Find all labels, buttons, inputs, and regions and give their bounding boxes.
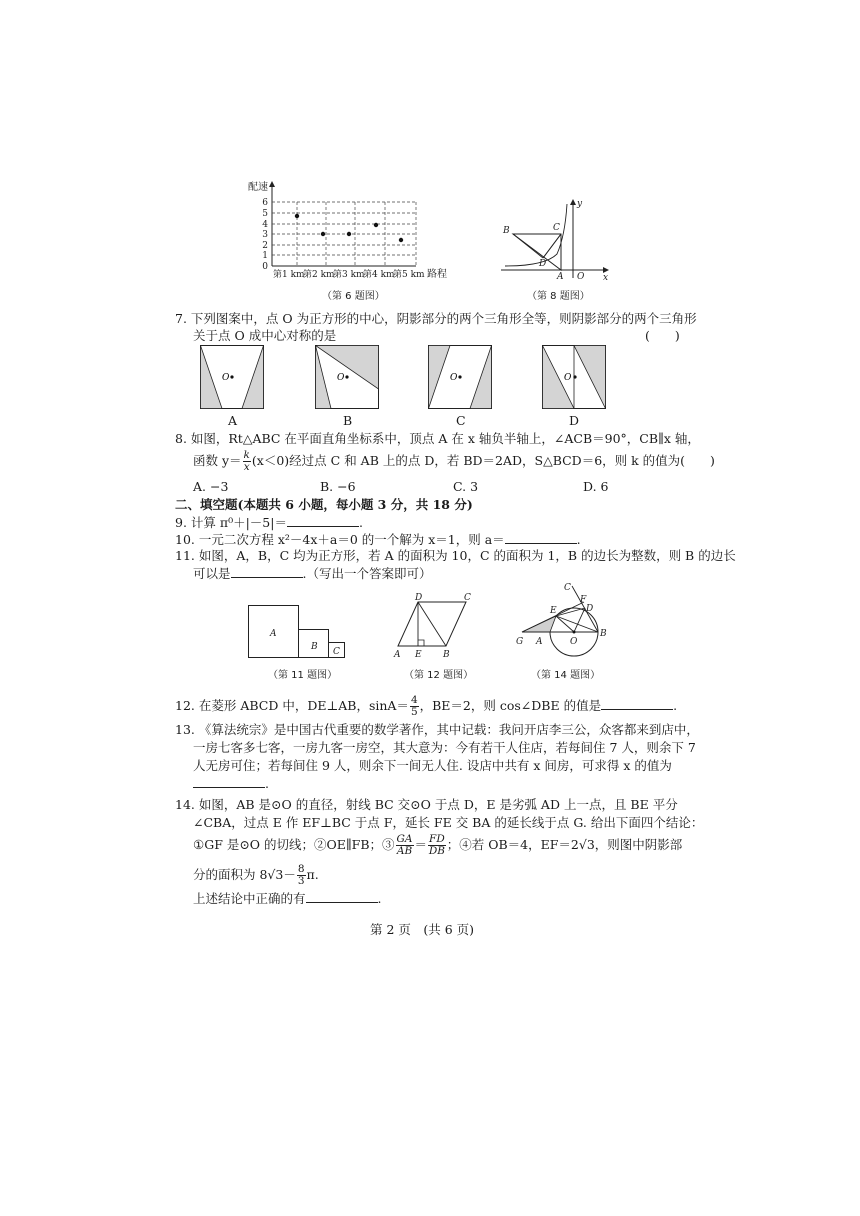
x-tick: 第3 km <box>333 270 365 278</box>
figure-12-diagram <box>388 590 488 662</box>
q8-line2: 函数 y＝ $\frac{k}{x}$ (x＜0)经过点 C 和 AB 上的点 D，若 BD＝2AD，S△BCD＝6，则 k 的值为( ) <box>193 449 715 473</box>
label-B: B <box>443 650 450 660</box>
data-point <box>321 232 325 236</box>
label-D: D <box>539 259 547 269</box>
q7-option-b-figure <box>315 345 379 409</box>
q7-option-d-figure <box>542 345 606 409</box>
label-B: B <box>600 629 607 639</box>
figure-12-caption: （第 12 题图） <box>404 670 474 681</box>
q7-option-a-figure <box>200 345 264 409</box>
label-F: F <box>580 595 587 605</box>
center-label: O <box>564 373 572 383</box>
y-tick: 5 <box>262 209 268 219</box>
figure-14-caption: （第 14 题图） <box>531 670 601 681</box>
q11-line1: 11. 如图，A，B，C 均为正方形，若 A 的面积为 10，C 的面积为 1，B 的边长为整数，则 B 的边长 <box>175 548 736 563</box>
q13-line4: . <box>193 775 269 792</box>
q7-option-b-label: B <box>343 413 353 428</box>
data-point <box>347 232 351 236</box>
label-C: C <box>553 223 560 233</box>
y-tick: 3 <box>262 230 268 240</box>
label-A: A <box>557 272 564 280</box>
figure-14-diagram <box>514 580 614 662</box>
figure-6-chart <box>240 178 460 278</box>
q8-choice-b: B. −6 <box>320 479 356 494</box>
q10: 10. 一元二次方程 x²－4x＋a＝0 的一个解为 x＝1，则 a＝ . <box>175 532 581 547</box>
q7-answer-bracket: ( ) <box>645 328 680 343</box>
label-O: O <box>570 637 578 647</box>
center-label: O <box>337 373 345 383</box>
q14-fraction-fd-db: $\frac{FD}{DB}$ <box>428 833 445 857</box>
label-O: O <box>577 272 585 280</box>
y-tick: 6 <box>262 198 268 208</box>
label-C: C <box>564 583 571 593</box>
data-point <box>399 238 403 242</box>
q14-line3: ①GF 是⊙O 的切线；②OE∥FB；③ $\frac{GA}{AB}$ ＝ $\frac{FD}{DB}$ ；④若 OB＝4，EF＝2√3，则图中阴影部 <box>193 833 683 857</box>
y-tick: 1 <box>262 251 268 261</box>
q14-line1: 14. 如图，AB 是⊙O 的直径，射线 BC 交⊙O 于点 D，E 是劣弧 AD 上一点，且 BE 平分 <box>175 797 678 812</box>
y-tick: 4 <box>262 220 268 230</box>
page-footer: 第 2 页 (共 6 页) <box>370 922 475 937</box>
q7-option-c-figure <box>428 345 492 409</box>
x-axis-label: 路程 <box>427 269 447 278</box>
figure-11-diagram <box>248 605 348 659</box>
q14-line5: 上述结论中正确的有 . <box>193 891 382 906</box>
y-axis-label: 配速 <box>248 182 268 193</box>
q8-choice-c: C. 3 <box>453 479 479 494</box>
q13-line2: 一房七客多七客，一房九客一房空，其大意为：今有若干人住店，若每间住 7 人，则余下 7 <box>193 740 696 755</box>
figure-6-caption: （第 6 题图） <box>322 291 385 302</box>
label-y: y <box>577 199 583 209</box>
q14-line2: ∠CBA，过点 E 作 EF⊥BC 于点 F，延长 FE 交 BA 的延长线于点 G. 给出下面四个结论： <box>193 815 704 830</box>
q7-option-d-label: D <box>569 413 580 428</box>
q9-answer-blank[interactable] <box>287 514 359 527</box>
x-tick: 第5 km <box>393 270 425 278</box>
label-E: E <box>550 606 557 616</box>
q12-fraction: $\frac{4}{5}$ <box>410 694 418 718</box>
q11-answer-blank[interactable] <box>231 565 303 578</box>
q10-answer-blank[interactable] <box>505 531 577 544</box>
x-tick: 第4 km <box>363 270 395 278</box>
q13-line3: 人无房可住；若每间住 9 人，则余下一间无人住. 设店中共有 x 间房，可求得 x 的值为 <box>193 758 672 773</box>
figure-8-caption: （第 8 题图） <box>527 291 590 302</box>
q13-answer-blank[interactable] <box>193 775 265 788</box>
q7-line2: 关于点 O 成中心对称的是 <box>193 328 337 343</box>
x-tick: 第1 km <box>273 270 305 278</box>
center-label: O <box>222 373 230 383</box>
center-label: O <box>450 373 458 383</box>
q13-line1: 13. 《算法统宗》是中国古代重要的数学著作，其中记载：我问开店李三公，众客都来到店中， <box>175 722 699 737</box>
data-point <box>295 214 299 218</box>
label-B: B <box>311 642 318 652</box>
label-E: E <box>415 650 422 660</box>
q14-fraction-ga-ab: $\frac{GA}{AB}$ <box>396 833 413 857</box>
q9: 9. 计算 π⁰＋|－5|＝ . <box>175 515 363 530</box>
q12: 12. 在菱形 ABCD 中，DE⊥AB，sinA＝ $\frac{4}{5}$ ，BE＝2，则 cos∠DBE 的值是 . <box>175 694 678 718</box>
q8-line1: 8. 如图，Rt△ABC 在平面直角坐标系中，顶点 A 在 x 轴负半轴上，∠ACB＝90°，CB∥x 轴， <box>175 431 700 446</box>
q11-line2: 可以是 .（写出一个答案即可） <box>193 566 432 581</box>
q7-line1: 7. 下列图案中，点 O 为正方形的中心，阴影部分的两个三角形全等，则阴影部分的两个三角形 <box>175 311 697 326</box>
q7-option-a-label: A <box>228 413 238 428</box>
label-G: G <box>516 637 524 647</box>
label-A: A <box>536 637 543 647</box>
y-tick: 0 <box>262 262 268 272</box>
label-A: A <box>394 650 401 660</box>
y-tick: 2 <box>262 241 268 251</box>
q7-option-c-label: C <box>456 413 466 428</box>
label-C: C <box>464 593 471 603</box>
label-B: B <box>503 226 510 236</box>
q8-choice-a: A. −3 <box>193 479 229 494</box>
label-D: D <box>586 604 594 614</box>
section-heading: 二、填空题(本题共 6 小题，每小题 3 分，共 18 分) <box>175 497 473 512</box>
data-point <box>374 223 378 227</box>
q14-answer-blank[interactable] <box>306 890 378 903</box>
q14-line4: 分的面积为 8√3－ $\frac{8}{3}$ π. <box>193 863 319 887</box>
figure-8-diagram <box>495 196 615 280</box>
q12-answer-blank[interactable] <box>601 697 673 710</box>
x-tick: 第2 km <box>303 270 335 278</box>
figure-11-caption: （第 11 题图） <box>268 670 338 681</box>
q8-choice-d: D. 6 <box>583 479 609 494</box>
label-D: D <box>415 593 423 603</box>
q14-fraction-8-3: $\frac{8}{3}$ <box>297 863 305 887</box>
label-A: A <box>270 629 277 639</box>
q8-fraction: $\frac{k}{x}$ <box>243 449 250 473</box>
label-x: x <box>603 273 609 280</box>
label-C: C <box>333 647 340 657</box>
